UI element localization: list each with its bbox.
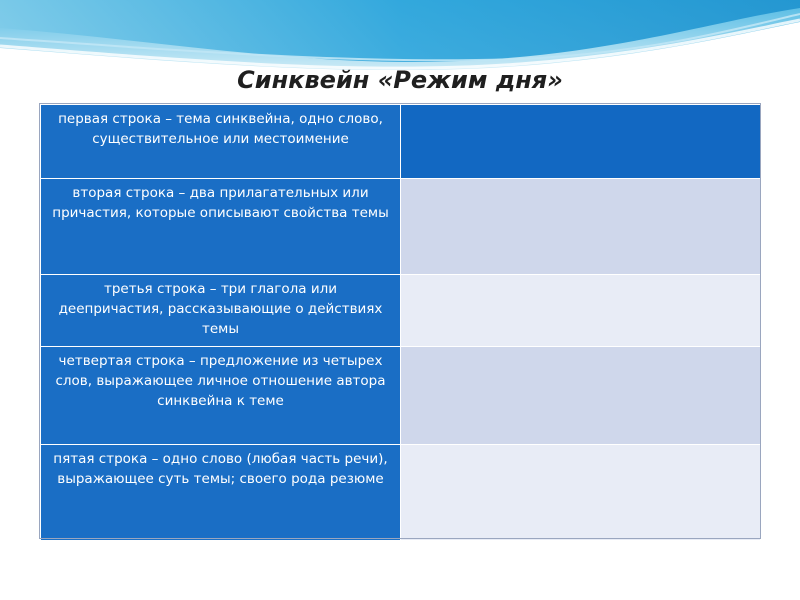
header-wave-decoration [0, 0, 800, 70]
row-label-1: первая строка – тема синквейна, одно слово, существительное или местоимение [41, 105, 401, 179]
row-value-2[interactable] [401, 179, 761, 275]
row-value-1[interactable] [401, 105, 761, 179]
slide-title: Синквейн «Режим дня» [237, 66, 563, 94]
table-row [41, 445, 761, 541]
row-value-4[interactable] [401, 347, 761, 445]
row-value-5[interactable] [401, 445, 761, 541]
row-value-3[interactable] [401, 275, 761, 347]
table-row [41, 105, 761, 179]
sinkwain-table [40, 104, 761, 541]
row-label-2: вторая строка – два прилагательных или причастия, которые описывают свойства темы [41, 179, 401, 275]
row-label-5: пятая строка – одно слово (любая часть речи), выражающее суть темы; своего рода резюме [41, 445, 401, 541]
row-label-3: третья строка – три глагола или деепричастия, рассказывающие о действиях темы [41, 275, 401, 347]
table-row [41, 347, 761, 445]
table-row [41, 179, 761, 275]
table-row [41, 275, 761, 347]
row-label-4: четвертая строка – предложение из четырех слов, выражающее личное отношение автора синквейна к теме [41, 347, 401, 445]
